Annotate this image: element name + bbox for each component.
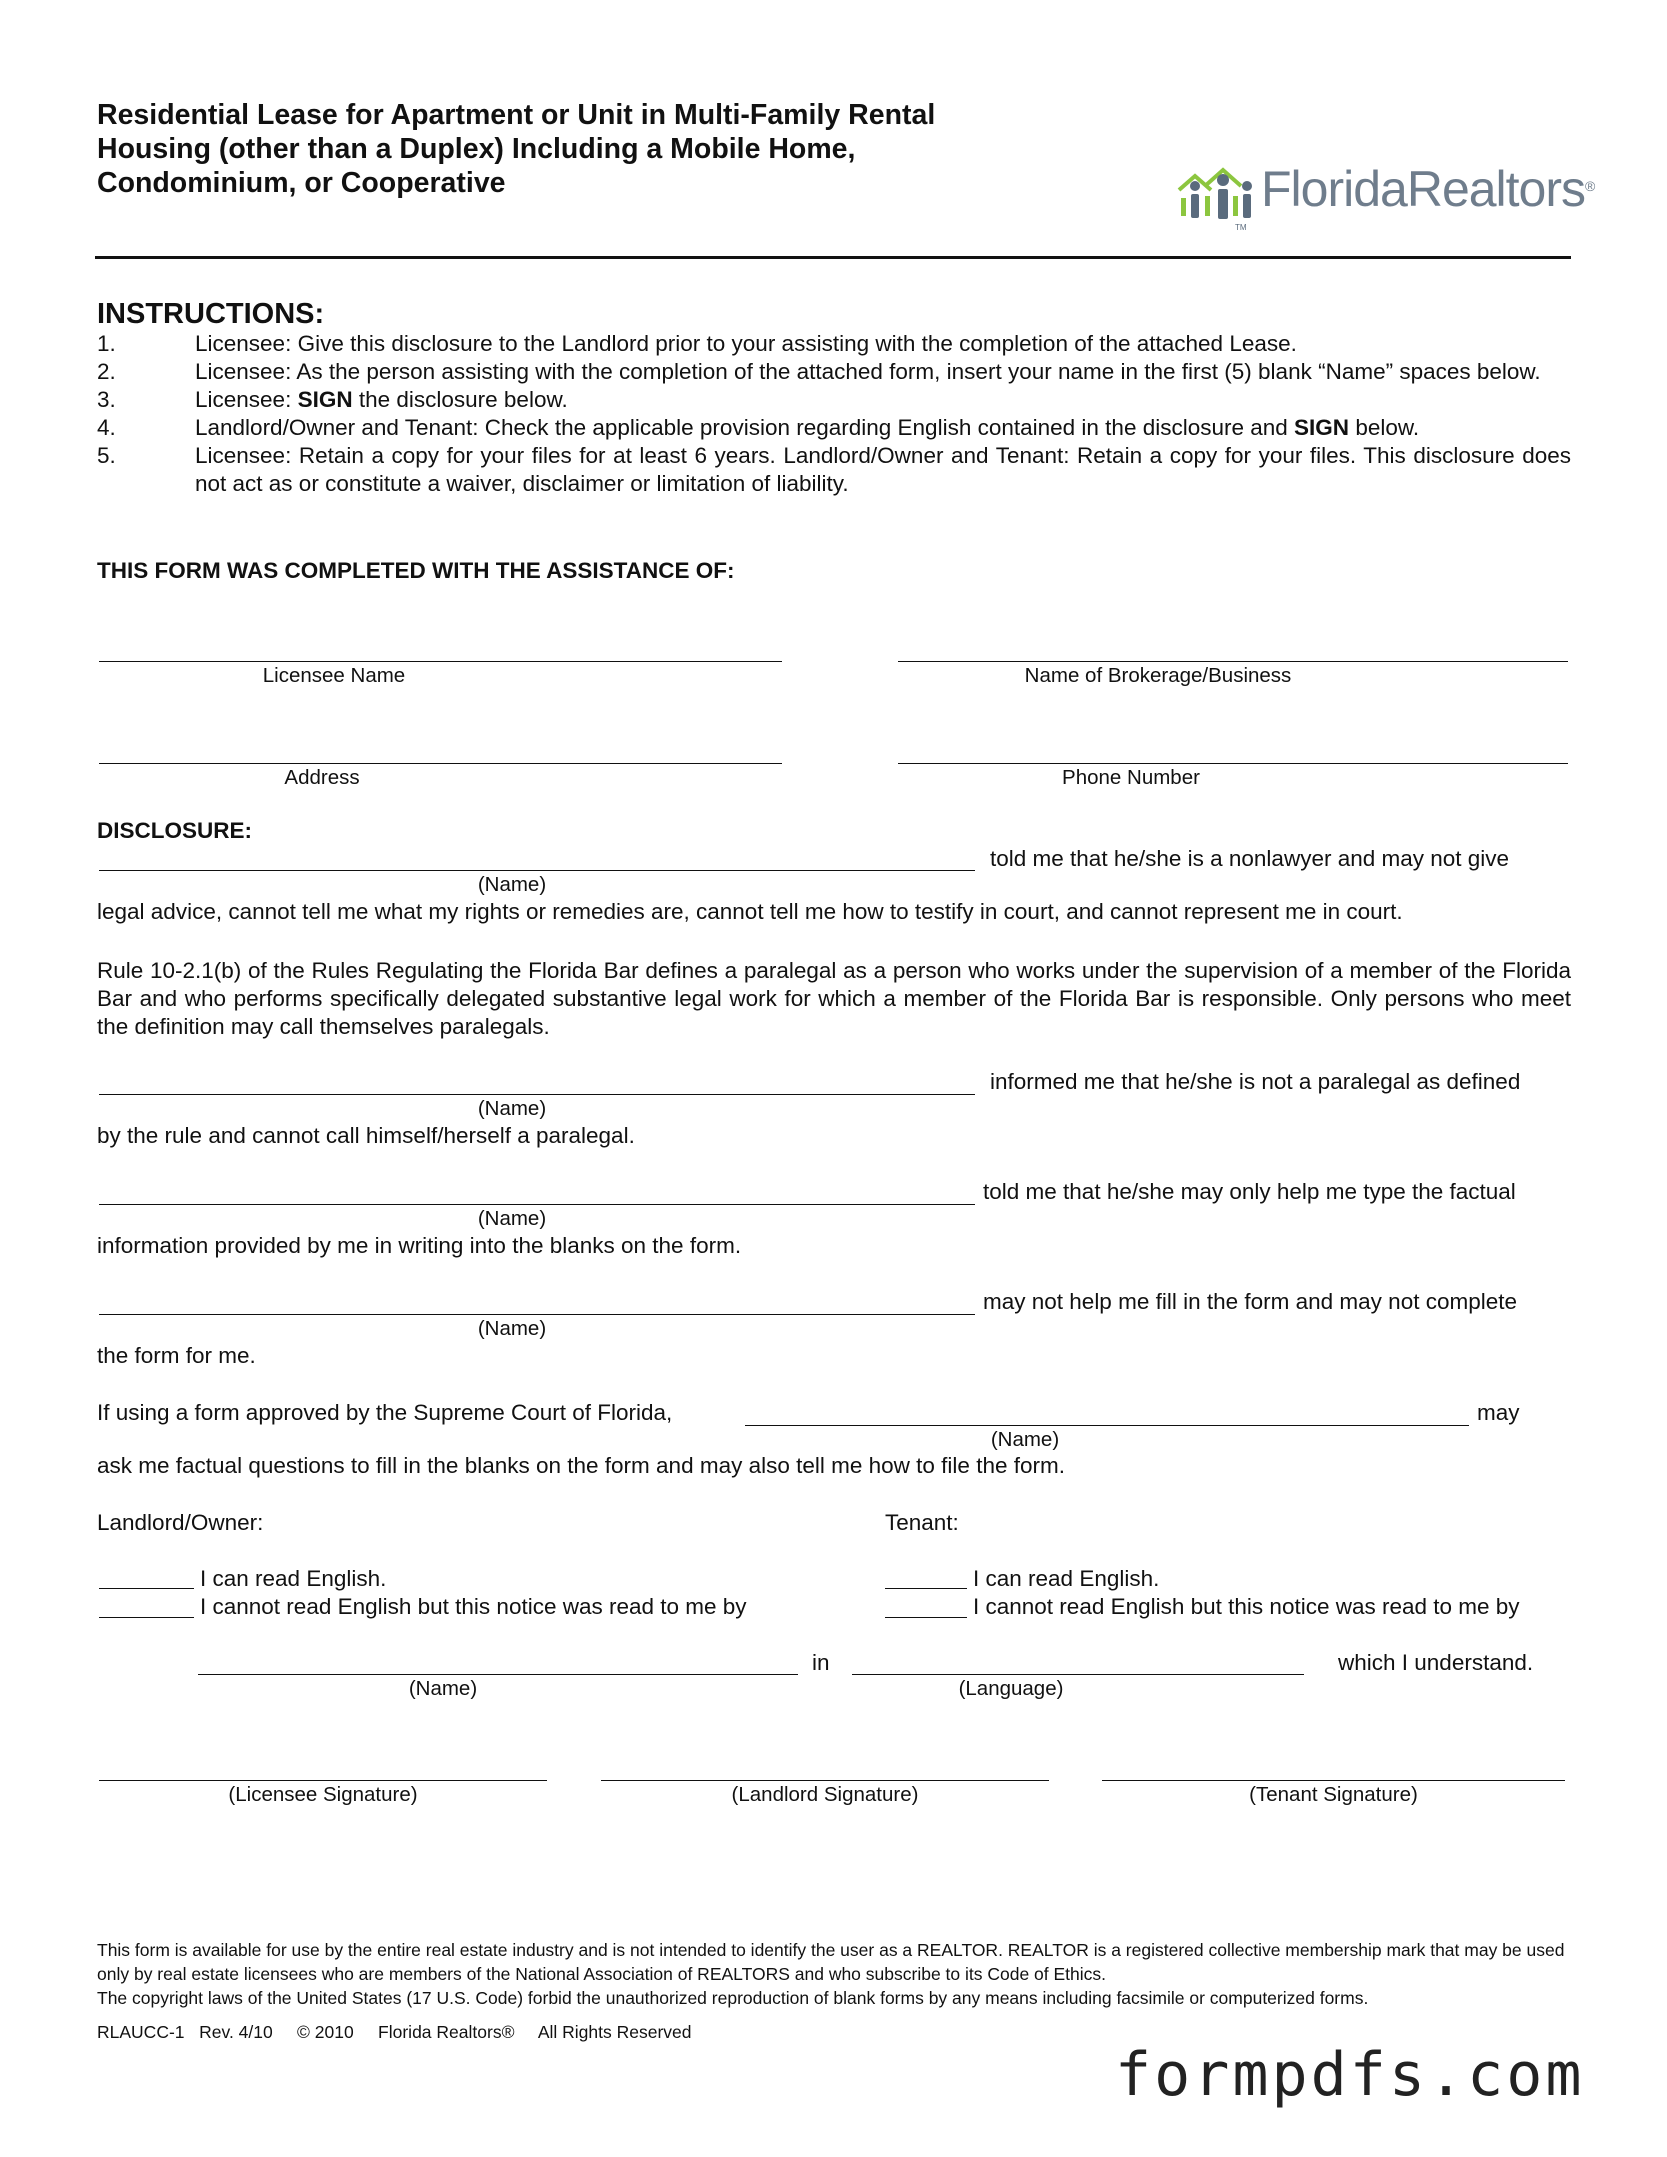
phone-label: Phone Number xyxy=(1062,766,1200,789)
logo-wordmark-text: FloridaRealtors xyxy=(1261,161,1586,217)
tenant-can-read-checkbox[interactable] xyxy=(885,1588,967,1589)
instructions-heading: INSTRUCTIONS: xyxy=(97,298,325,330)
name-caption: (Name) xyxy=(990,1428,1060,1451)
form-id: RLAUCC-1 xyxy=(97,2022,185,2042)
landlord-cannot-read-checkbox[interactable] xyxy=(99,1617,194,1618)
tenant-cannot-read-checkbox[interactable] xyxy=(885,1617,967,1618)
licensee-signature-label: (Licensee Signature) xyxy=(228,1783,418,1806)
paralegal-rule-paragraph: Rule 10-2.1(b) of the Rules Regulating the Florida Bar defines a paralegal as a person who works under the supervision of a member of the Florida Bar and who performs specifically delegated substantive legal work for which a member of the Florida Bar is responsible. Only persons who meet the definition may call themselves paralegals. xyxy=(97,958,1571,1039)
instruction-number: 5. xyxy=(97,443,116,468)
understand-text: which I understand. xyxy=(1338,1650,1534,1675)
name-caption: (Name) xyxy=(477,1317,547,1340)
address-label: Address xyxy=(284,766,360,789)
phone-field[interactable] xyxy=(898,763,1568,764)
disclosure-name-field-5[interactable] xyxy=(745,1425,1469,1426)
brokerage-field[interactable] xyxy=(898,661,1568,662)
site-watermark: formpdfs.com xyxy=(1115,2040,1585,2110)
document-title: Residential Lease for Apartment or Unit in Multi-Family Rental Housing (other than a Duplex) Including a Mobile Home, Condominium, or Cooperative xyxy=(97,99,936,199)
logo-wordmark xyxy=(1261,160,1594,218)
instruction-number: 1. xyxy=(97,331,116,356)
instruction-number: 2. xyxy=(97,359,116,384)
copyright-notice: The copyright laws of the United States (17 U.S. Code) forbid the unauthorized reproduction of blank forms by any means including facsimile or computerized forms. xyxy=(97,1988,1369,2008)
licensee-name-label: Licensee Name xyxy=(262,664,406,687)
name-caption: (Name) xyxy=(477,1097,547,1120)
statement-4-continued: the form for me. xyxy=(97,1343,256,1368)
tenant-can-read-text: I can read English. xyxy=(973,1566,1160,1591)
form-revision: Rev. 4/10 xyxy=(199,2022,273,2042)
in-word: in xyxy=(812,1650,830,1675)
disclosure-name-field-1[interactable] xyxy=(99,870,975,871)
statement-5-tail: may xyxy=(1477,1400,1520,1425)
name-caption: (Name) xyxy=(477,1207,547,1230)
instructions-list xyxy=(97,330,1571,498)
trademark-text: TM xyxy=(1235,223,1247,232)
tenant-label: Tenant: xyxy=(885,1510,959,1535)
florida-realtors-logo xyxy=(1175,152,1595,232)
form-org: Florida Realtors® xyxy=(378,2022,515,2042)
assistance-heading: THIS FORM WAS COMPLETED WITH THE ASSISTANCE OF: xyxy=(97,558,735,583)
statement-2-continued: by the rule and cannot call himself/herself a paralegal. xyxy=(97,1123,635,1148)
statement-4-tail: may not help me fill in the form and may not complete xyxy=(983,1289,1518,1314)
instruction-text: Licensee: Give this disclosure to the Landlord prior to your assisting with the completion of the attached Lease. xyxy=(195,331,1297,356)
statement-3-tail: told me that he/she may only help me type the factual xyxy=(983,1179,1516,1204)
landlord-cannot-read-text: I cannot read English but this notice was read to me by xyxy=(200,1594,747,1619)
form-metadata xyxy=(97,2022,692,2043)
instruction-text: Landlord/Owner and Tenant: Check the applicable provision regarding English contained in the disclosure and SIGN below. xyxy=(195,415,1420,440)
statement-2-tail: informed me that he/she is not a paralegal as defined xyxy=(990,1069,1521,1094)
instruction-item xyxy=(97,414,1571,442)
landlord-can-read-checkbox[interactable] xyxy=(99,1588,194,1589)
name-caption: (Name) xyxy=(477,873,547,896)
instruction-item xyxy=(97,330,1571,358)
houses-people-icon xyxy=(1175,152,1261,232)
tenant-cannot-read-text: I cannot read English but this notice was read to me by xyxy=(973,1594,1520,1619)
language-field[interactable] xyxy=(852,1674,1304,1675)
landlord-signature-label: (Landlord Signature) xyxy=(731,1783,919,1806)
instruction-item xyxy=(97,442,1571,498)
disclosure-heading: DISCLOSURE: xyxy=(97,818,253,843)
address-field[interactable] xyxy=(99,763,782,764)
brokerage-label: Name of Brokerage/Business xyxy=(1024,664,1292,687)
landlord-owner-label: Landlord/Owner: xyxy=(97,1510,264,1535)
landlord-signature-field[interactable] xyxy=(601,1780,1049,1781)
landlord-can-read-text: I can read English. xyxy=(200,1566,387,1591)
disclosure-name-field-4[interactable] xyxy=(99,1314,975,1315)
statement-1-tail: told me that he/she is a nonlawyer and may not give xyxy=(990,846,1510,871)
statement-5-lead: If using a form approved by the Supreme Court of Florida, xyxy=(97,1400,673,1425)
disclosure-name-field-3[interactable] xyxy=(99,1204,975,1205)
instruction-text: Licensee: As the person assisting with the completion of the attached form, insert your name in the first (5) blank “Name” spaces below. xyxy=(195,359,1541,384)
disclosure-name-field-2[interactable] xyxy=(99,1094,975,1095)
statement-5-continued: ask me factual questions to fill in the blanks on the form and may also tell me how to file the form. xyxy=(97,1453,1065,1478)
realtor-notice: This form is available for use by the entire real estate industry and is not intended to identify the user as a REALTOR. REALTOR is a registered collective membership mark that may be used only by real estate licensees who are members of the National Association of REALTORS and who subscribe to its Code of Ethics. xyxy=(97,1940,1565,1984)
footer-notice xyxy=(97,1938,1577,2010)
instruction-item xyxy=(97,386,1571,414)
licensee-name-field[interactable] xyxy=(99,661,782,662)
form-rights: All Rights Reserved xyxy=(537,2022,692,2042)
instruction-text: Licensee: SIGN the disclosure below. xyxy=(195,387,568,412)
language-caption: (Language) xyxy=(958,1677,1064,1700)
instruction-item xyxy=(97,358,1571,386)
registered-mark: ® xyxy=(1585,178,1595,194)
form-year: © 2010 xyxy=(297,2022,354,2042)
instruction-text: Licensee: Retain a copy for your files for at least 6 years. Landlord/Owner and Tenant: Retain a copy for your files. This disclosure does not act as or constitute a waiver, disclaimer or limitation of liability. xyxy=(195,443,1571,496)
instruction-number: 3. xyxy=(97,387,116,412)
licensee-signature-field[interactable] xyxy=(99,1780,547,1781)
statement-3-continued: information provided by me in writing into the blanks on the form. xyxy=(97,1233,742,1258)
reader-name-caption: (Name) xyxy=(408,1677,478,1700)
tenant-signature-field[interactable] xyxy=(1102,1780,1565,1781)
reader-name-field[interactable] xyxy=(198,1674,798,1675)
tenant-signature-label: (Tenant Signature) xyxy=(1249,1783,1418,1806)
header-divider xyxy=(95,256,1571,259)
instruction-number: 4. xyxy=(97,415,116,440)
statement-1-continued: legal advice, cannot tell me what my rights or remedies are, cannot tell me how to testify in court, and cannot represent me in court. xyxy=(97,899,1403,924)
